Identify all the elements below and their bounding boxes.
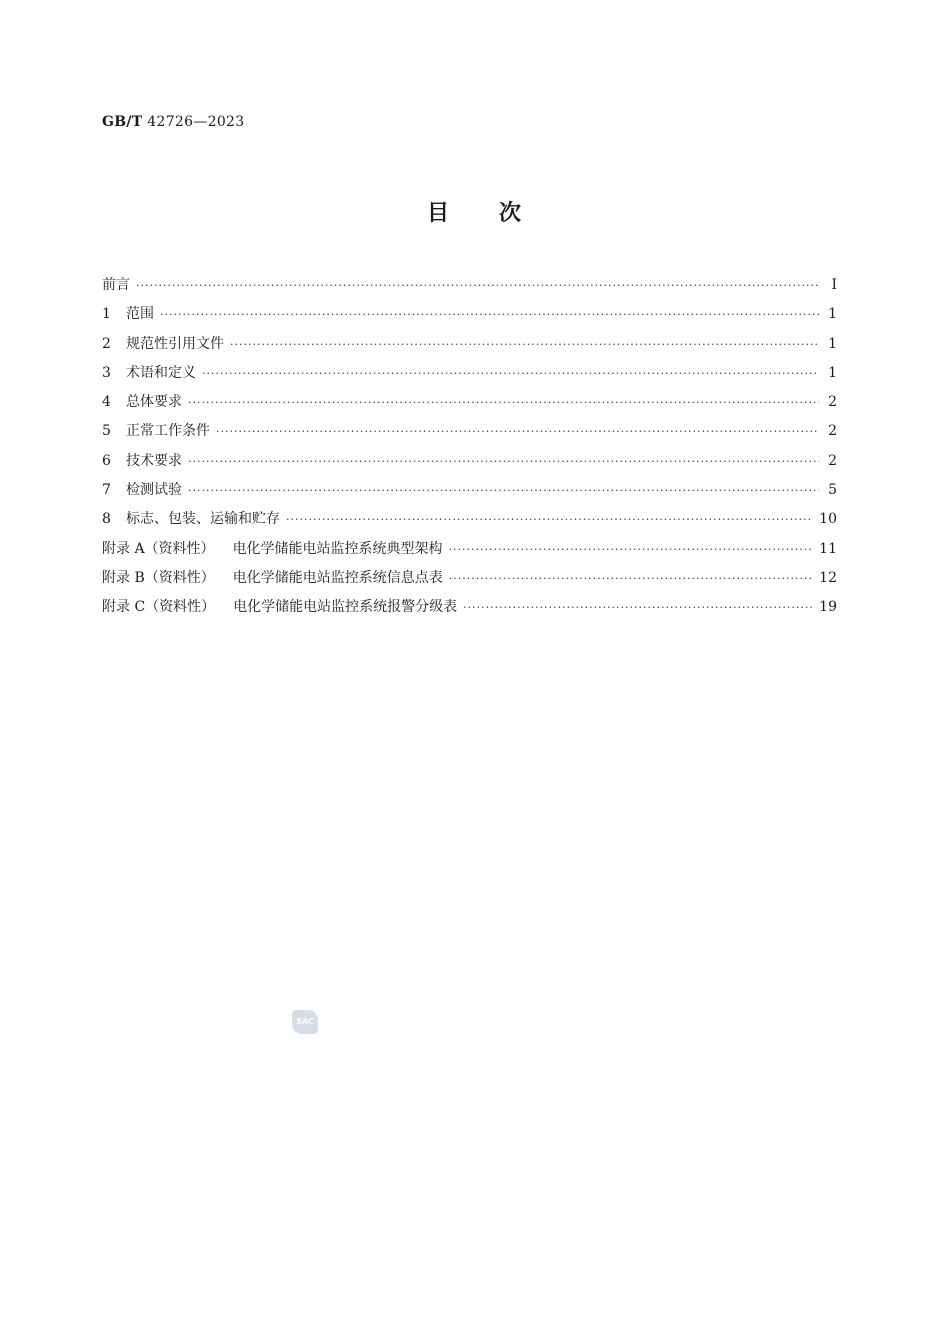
toc-entry-2[interactable]: [102, 333, 837, 362]
toc-entry-text: 正常工作条件: [126, 423, 210, 440]
toc-entry-4[interactable]: [102, 391, 837, 420]
leader-dots: [449, 543, 814, 556]
standard-year-number: 42726—2023: [147, 114, 245, 130]
appendix-title: 电化学储能电站监控系统报警分级表: [233, 599, 458, 616]
toc-entry-appendix-b[interactable]: [102, 567, 837, 596]
leader-dots: [202, 367, 819, 380]
toc-entry-text: 前言: [102, 277, 130, 293]
leader-dots: [216, 425, 819, 438]
toc-page-number: 10: [819, 511, 837, 528]
toc-entry-appendix-a[interactable]: [102, 538, 837, 567]
toc-entry-number: 5: [102, 423, 111, 440]
appendix-title: 电化学储能电站监控系统典型架构: [232, 540, 443, 557]
title-char-2: 次: [499, 200, 524, 226]
toc-page-number: Ⅰ: [831, 277, 837, 293]
table-of-contents: [102, 274, 837, 626]
appendix-label: 附录 A（资料性）: [102, 540, 215, 557]
toc-entry-text: 标志、包装、运输和贮存: [126, 511, 280, 528]
toc-page-number: 2: [828, 452, 837, 469]
standard-code: GB/T: [102, 114, 143, 130]
toc-entry-text: 范围: [126, 306, 154, 323]
toc-entry-number: 3: [102, 364, 111, 381]
appendix-label: 附录 C（资料性）: [102, 599, 216, 616]
leader-dots: [188, 455, 819, 468]
toc-entry-5[interactable]: [102, 420, 837, 449]
toc-page-number: 2: [828, 423, 837, 440]
toc-entry-number: 4: [102, 394, 111, 411]
leader-dots: [449, 572, 813, 585]
page-title: [0, 196, 950, 227]
toc-entry-text: 检测试验: [126, 482, 182, 499]
leader-dots: [463, 601, 813, 614]
title-char-1: 目: [426, 200, 451, 226]
toc-entry-text: 总体要求: [126, 394, 182, 411]
toc-entry-text: 术语和定义: [126, 364, 196, 381]
standard-number: [102, 114, 244, 130]
toc-entry-8[interactable]: [102, 508, 837, 537]
toc-entry-6[interactable]: [102, 450, 837, 479]
toc-entry-1[interactable]: [102, 303, 837, 332]
toc-entry-text: 规范性引用文件: [126, 335, 224, 352]
toc-page-number: 1: [828, 335, 837, 352]
toc-entry-appendix-c[interactable]: [102, 596, 837, 625]
leader-dots: [286, 513, 813, 526]
appendix-title: 电化学储能电站监控系统信息点表: [232, 569, 443, 586]
toc-entry-7[interactable]: [102, 479, 837, 508]
toc-entry-text: 技术要求: [126, 452, 182, 469]
toc-page-number: 1: [828, 364, 837, 381]
leader-dots: [188, 396, 819, 409]
leader-dots: [160, 308, 819, 321]
toc-entry-number: 1: [102, 306, 111, 323]
toc-page-number: 1: [828, 306, 837, 323]
appendix-label: 附录 B（资料性）: [102, 569, 215, 586]
toc-entry-number: 2: [102, 335, 111, 352]
sac-watermark-logo: SAC: [292, 1010, 318, 1034]
toc-entry-foreword[interactable]: [102, 274, 837, 303]
toc-page-number: 2: [828, 394, 837, 411]
toc-entry-number: 8: [102, 511, 111, 528]
toc-page-number: 5: [828, 482, 837, 499]
toc-page-number: 11: [819, 540, 837, 557]
toc-page-number: 19: [819, 599, 837, 616]
toc-entry-number: 7: [102, 482, 111, 499]
leader-dots: [188, 484, 819, 497]
leader-dots: [230, 338, 819, 351]
toc-entry-number: 6: [102, 452, 111, 469]
leader-dots: [136, 279, 819, 292]
toc-page-number: 12: [819, 569, 837, 586]
toc-entry-3[interactable]: [102, 362, 837, 391]
